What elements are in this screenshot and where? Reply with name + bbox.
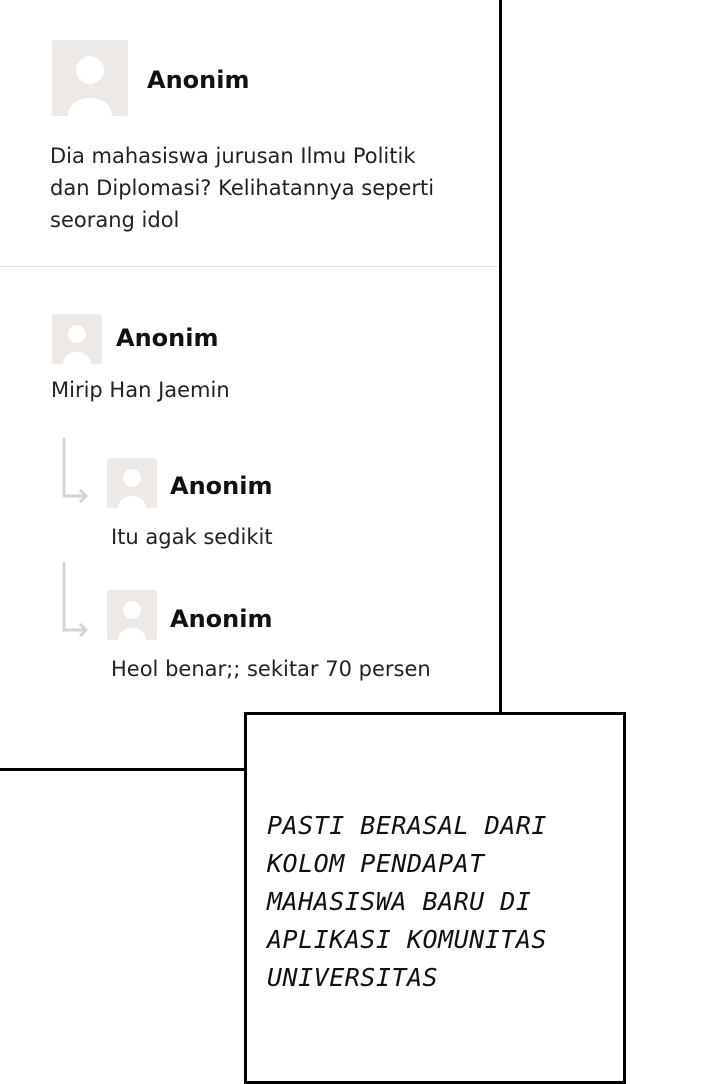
reply-arrow-icon <box>58 560 92 640</box>
user-silhouette-icon <box>52 314 102 364</box>
comment-divider <box>0 266 498 267</box>
reply-text: Itu agak sedikit <box>111 525 273 549</box>
reply-author[interactable]: Anonim <box>170 605 273 633</box>
comment-text: Mirip Han Jaemin <box>51 378 230 402</box>
comment-text: Dia mahasiswa jurusan Ilmu Politik dan Diplomasi? Kelihatannya seperti seorang idol <box>50 144 435 232</box>
user-silhouette-icon <box>107 590 157 640</box>
reply-author[interactable]: Anonim <box>170 472 273 500</box>
user-silhouette-icon <box>52 40 128 116</box>
comment-author[interactable]: Anonim <box>147 66 250 94</box>
comment-author[interactable]: Anonim <box>116 324 219 352</box>
narration-text: PASTI BERASAL DARI KOLOM PENDAPAT MAHASISWA BARU DI APLIKASI KOMUNITAS UNIVERSITAS <box>267 811 547 992</box>
comment-panel <box>0 0 500 770</box>
user-silhouette-icon <box>107 458 157 508</box>
narration-box <box>244 712 626 1084</box>
reply-text: Heol benar;; sekitar 70 persen <box>111 657 431 681</box>
reply-arrow-icon <box>58 436 92 506</box>
